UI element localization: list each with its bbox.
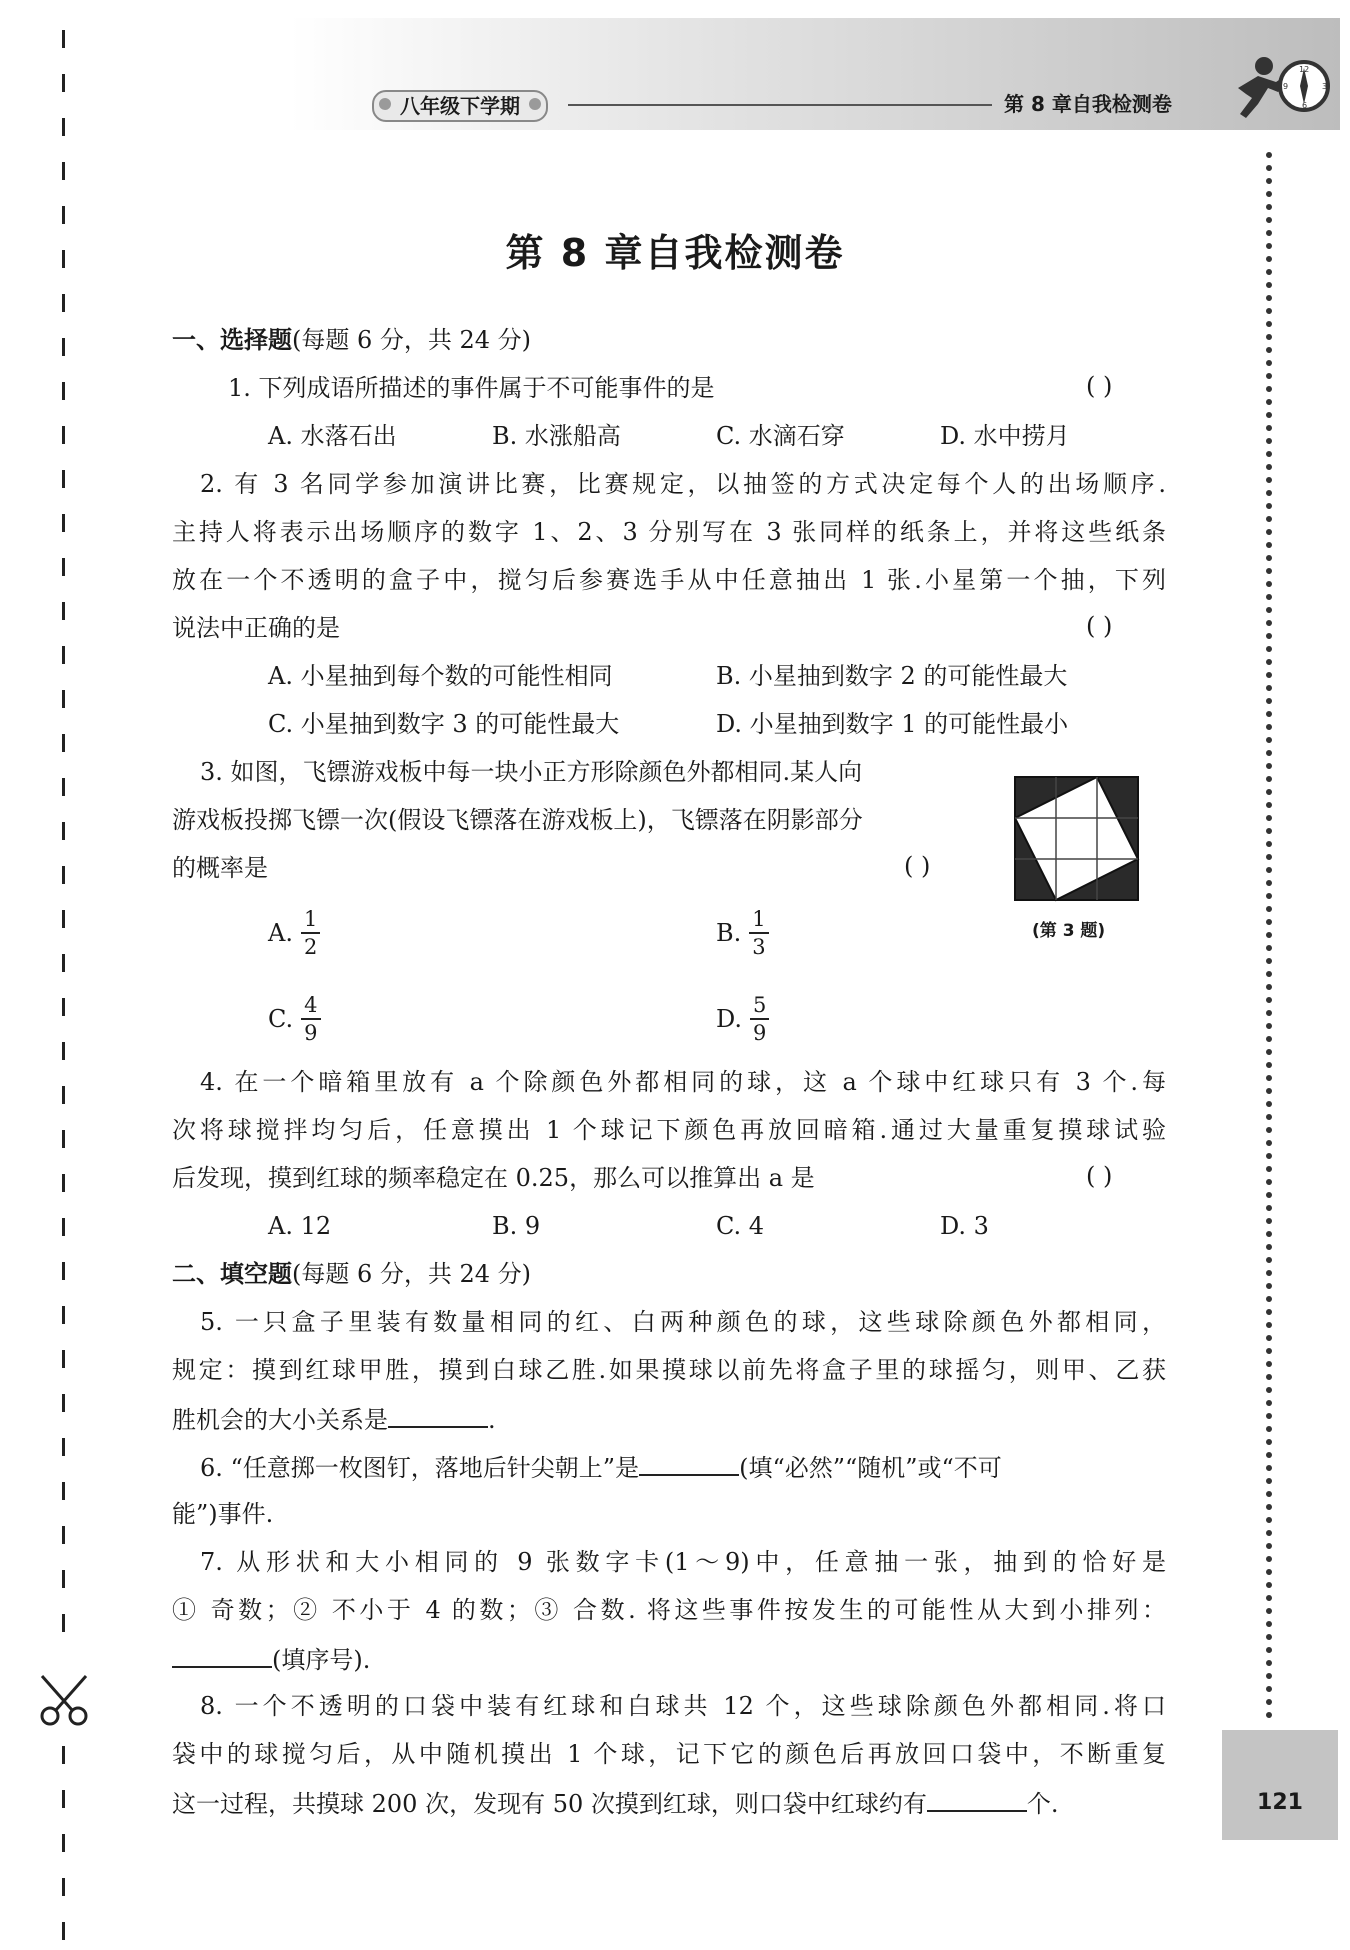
option-d [716,992,769,1046]
numerator: 1 [301,906,320,934]
fold-dot [1266,737,1272,743]
text-fragment: (填序号). [272,1646,371,1674]
fold-dot [1266,1374,1272,1380]
cut-dash [62,1086,65,1104]
scissors-icon [36,1672,92,1728]
question-text [172,1402,496,1436]
page-title: 第 8 章自我检测卷 [505,231,845,275]
fold-dot [1266,1244,1272,1250]
fold-dot [1266,1010,1272,1016]
question-text: 主持人将表示出场顺序的数字 1、2、3 分别写在 3 张同样的纸条上，并将这些纸条 [172,518,1166,546]
fraction [750,992,769,1046]
fold-dot [1266,412,1272,418]
fold-dot [1266,1660,1272,1666]
cut-dash [62,778,65,796]
cut-dash [62,646,65,664]
question-stem: 5. 一只盒子里装有数量相同的红、白两种颜色的球，这些球除颜色外都相同， [200,1308,1166,1336]
fold-dot [1266,464,1272,470]
fold-dot [1266,425,1272,431]
fold-dot [1266,1049,1272,1055]
question-text: 规定：摸到红球甲胜，摸到白球乙胜.如果摸球以前先将盒子里的球摇匀，则甲、乙获 [172,1356,1166,1384]
cut-dash [62,1174,65,1192]
fold-dot [1266,854,1272,860]
cut-dash [62,998,65,1016]
numerator: 5 [750,992,769,1020]
fold-dot [1266,984,1272,990]
fold-dot [1266,1387,1272,1393]
option-a: A. 水落石出 [268,422,397,450]
cut-dash [62,294,65,312]
fold-dot [1266,165,1272,171]
fold-dot [1266,1621,1272,1627]
answer-blank[interactable] [927,1786,1027,1812]
fold-dot [1266,620,1272,626]
fold-dot [1266,919,1272,925]
fold-dot [1266,477,1272,483]
cut-dash [62,426,65,444]
question-stem: 1. 下列成语所描述的事件属于不可能事件的是 [228,374,715,402]
question-stem [200,1450,1002,1484]
fold-dot [1266,1647,1272,1653]
option-c: C. 小星抽到数字 3 的可能性最大 [268,710,620,738]
fold-dot [1266,750,1272,756]
fold-dot [1266,438,1272,444]
fold-dot [1266,1504,1272,1510]
question-text [172,1642,370,1676]
score-note: (每题 6 分，共 24 分) [292,326,532,354]
fold-dot [1266,1296,1272,1302]
fold-dot [1266,594,1272,600]
fold-dot [1266,1361,1272,1367]
cut-dash [62,690,65,708]
text-fragment: . [488,1406,496,1434]
fold-dot [1266,1283,1272,1289]
fold-dot [1266,308,1272,314]
fold-dot [1266,1257,1272,1263]
fold-dot [1266,646,1272,652]
cut-dash [62,734,65,752]
fold-dot [1266,1530,1272,1536]
question-text [172,1786,1059,1820]
option-letter: B. [716,919,742,947]
header-rule [568,104,992,106]
fold-dot [1266,373,1272,379]
fold-dot [1266,958,1272,964]
denominator: 2 [303,935,318,959]
fold-dot [1266,1595,1272,1601]
fold-dot [1266,503,1272,509]
fold-dot [1266,360,1272,366]
svg-text:3: 3 [1322,82,1328,91]
fold-dot [1266,841,1272,847]
option-c [268,992,321,1046]
fold-dot [1266,386,1272,392]
grade-text: 八年级下学期 [400,94,520,118]
runner-clock-logo-icon [1228,48,1332,124]
fold-dot [1266,789,1272,795]
question-stem: 7. 从形状和大小相同的 9 张数字卡(1～9)中，任意抽一张，抽到的恰好是 [200,1548,1166,1576]
question-text: 袋中的球搅匀后，从中随机摸出 1 个球，记下它的颜色后再放回口袋中，不断重复 [172,1740,1166,1768]
fold-dot [1266,347,1272,353]
cut-dash [62,1438,65,1456]
cut-dash [62,558,65,576]
fold-dot [1266,867,1272,873]
fold-dot [1266,945,1272,951]
fold-dot [1266,1127,1272,1133]
fold-dot [1266,1413,1272,1419]
fold-dot [1266,1231,1272,1237]
fold-dot [1266,1309,1272,1315]
option-c: C. 水滴石穿 [716,422,845,450]
text-fragment: 个. [1026,1790,1059,1818]
cut-dash [62,74,65,92]
fold-dot [1266,1452,1272,1458]
option-d: D. 小星抽到数字 1 的可能性最小 [716,710,1069,738]
section-heading [172,1258,531,1290]
question-text: 次将球搅拌均匀后，任意摸出 1 个球记下颜色再放回暗箱.通过大量重复摸球试验 [172,1116,1166,1144]
fold-dot [1266,204,1272,210]
cut-dash [62,954,65,972]
question-text: 能”)事件. [172,1500,274,1528]
fold-dot [1266,1140,1272,1146]
fold-dot [1266,1465,1272,1471]
fold-dot [1266,776,1272,782]
fold-dot [1266,1179,1272,1185]
fold-dot [1266,1699,1272,1705]
fold-dot [1266,1426,1272,1432]
text-fragment: 这一过程，共摸球 200 次，发现有 50 次摸到红球，则口袋中红球约有 [172,1790,927,1818]
grade-label [372,90,548,122]
text-fragment: 6. “任意掷一枚图钉，落地后针尖朝上”是 [200,1454,640,1482]
fold-dot [1266,1686,1272,1692]
fold-dot [1266,1062,1272,1068]
fold-dot [1266,529,1272,535]
question-text: 游戏板投掷飞镖一次(假设飞镖落在游戏板上)，飞镖落在阴影部分 [172,806,863,834]
fold-dot [1266,399,1272,405]
fold-dot [1266,1439,1272,1445]
cut-dash [62,910,65,928]
cut-dash [62,1614,65,1632]
denominator: 9 [304,1021,318,1045]
answer-paren: ( ) [904,852,931,880]
cut-dash [62,514,65,532]
option-b [716,906,769,960]
option-b: B. 水涨船高 [492,422,621,450]
fold-dot [1266,516,1272,522]
section-heading [172,324,531,356]
denominator: 9 [753,1021,767,1045]
text-fragment: 胜机会的大小关系是 [172,1406,388,1434]
svg-text:6: 6 [1302,101,1308,110]
fold-dot [1266,1582,1272,1588]
fold-dot [1266,1192,1272,1198]
cut-dash [62,1350,65,1368]
fold-dot [1266,321,1272,327]
question-stem: 3. 如图，飞镖游戏板中每一块小正方形除颜色外都相同.某人向 [200,758,863,786]
fraction [301,992,320,1046]
fold-dot [1266,1335,1272,1341]
fold-dot [1266,1036,1272,1042]
cut-dash [62,162,65,180]
fold-dot [1266,555,1272,561]
fold-dot [1266,334,1272,340]
question-text: 后发现，摸到红球的频率稳定在 0.25，那么可以推算出 a 是 [172,1164,815,1192]
fold-dot [1266,568,1272,574]
option-a [268,906,320,960]
cut-dash [62,1878,65,1896]
score-note: (每题 6 分，共 24 分) [292,1260,532,1288]
option-d: D. 水中捞月 [940,422,1070,450]
cut-dash [62,1526,65,1544]
fold-dot [1266,672,1272,678]
fold-dot [1266,1634,1272,1640]
option-c: C. 4 [716,1212,765,1240]
fold-dot [1266,685,1272,691]
answer-blank[interactable] [172,1642,272,1668]
text-fragment: (填“必然”“随机”或“不可 [739,1454,1002,1482]
cut-dash [62,1570,65,1588]
cut-dash [62,118,65,136]
fraction [301,906,320,960]
cut-dash [62,602,65,620]
numerator: 4 [301,992,320,1020]
cut-dash [62,470,65,488]
question-text: 放在一个不透明的盒子中，搅匀后参赛选手从中任意抽出 1 张.小星第一个抽，下列 [172,566,1166,594]
denominator: 3 [752,935,766,959]
question-stem: 2. 有 3 名同学参加演讲比赛，比赛规定，以抽签的方式决定每个人的出场顺序. [200,470,1166,498]
fold-dot [1266,932,1272,938]
question-text: 说法中正确的是 [172,614,340,642]
fold-dot [1266,178,1272,184]
fold-dot [1266,906,1272,912]
fold-dot [1266,152,1272,158]
section-title: 二、填空题 [172,1260,292,1288]
svg-text:9: 9 [1283,82,1289,91]
fold-dot [1266,1205,1272,1211]
cut-dash [62,1834,65,1852]
fraction [749,906,768,960]
page-number: 121 [1257,1790,1303,1815]
fold-dot [1266,1218,1272,1224]
fold-dot [1266,698,1272,704]
cut-dash [62,30,65,48]
dartboard-figure [1014,776,1140,902]
cut-dash [62,1922,65,1940]
fold-dot [1266,191,1272,197]
fold-dot [1266,1023,1272,1029]
fold-dot [1266,724,1272,730]
option-letter: D. [716,1005,743,1033]
fold-dot [1266,763,1272,769]
fold-dot [1266,542,1272,548]
fold-dot [1266,997,1272,1003]
cut-dash [62,822,65,840]
fold-dot [1266,295,1272,301]
cut-dash [62,1482,65,1500]
question-text: 的概率是 [172,854,268,882]
fold-dot [1266,1491,1272,1497]
fold-dot [1266,1348,1272,1354]
question-stem: 4. 在一个暗箱里放有 a 个除颜色外都相同的球，这 a 个球中红球只有 3 个.每 [200,1068,1166,1096]
fold-dot [1266,1556,1272,1562]
chapter-label: 第 8 章自我检测卷 [1004,92,1172,116]
fold-dot [1266,1673,1272,1679]
fold-dot [1266,1712,1272,1718]
answer-paren: ( ) [1086,372,1113,400]
cut-dash [62,1130,65,1148]
fold-dot [1266,282,1272,288]
answer-blank[interactable] [388,1402,488,1428]
cut-dash [62,1218,65,1236]
cut-dash [62,1306,65,1324]
fold-dot [1266,711,1272,717]
fold-dot [1266,815,1272,821]
fold-dot [1266,451,1272,457]
fold-dot [1266,1569,1272,1575]
numerator: 1 [749,906,768,934]
option-a: A. 小星抽到每个数的可能性相同 [268,662,613,690]
fold-dot [1266,490,1272,496]
option-a: A. 12 [268,1212,332,1240]
cut-dash [62,1394,65,1412]
fold-dot [1266,1608,1272,1614]
cut-dash [62,1042,65,1060]
answer-paren: ( ) [1086,612,1113,640]
fold-dot [1266,1322,1272,1328]
fold-dot [1266,1478,1272,1484]
answer-blank[interactable] [639,1450,739,1476]
fold-dot [1266,1088,1272,1094]
fold-dot [1266,828,1272,834]
option-d: D. 3 [940,1212,989,1240]
option-b: B. 小星抽到数字 2 的可能性最大 [716,662,1068,690]
fold-dot [1266,1075,1272,1081]
option-b: B. 9 [492,1212,541,1240]
fold-dot [1266,659,1272,665]
cut-dash [62,866,65,884]
cut-dash [62,382,65,400]
answer-paren: ( ) [1086,1162,1113,1190]
cut-dash [62,1790,65,1808]
fold-dot [1266,880,1272,886]
fold-dot [1266,1101,1272,1107]
cut-dash [62,1262,65,1280]
question-text: ① 奇数；② 不小于 4 的数；③ 合数. 将这些事件按发生的可能性从大到小排列： [172,1596,1166,1624]
cut-dash [62,1746,65,1764]
fold-dot [1266,1166,1272,1172]
cut-dash [62,338,65,356]
fold-dot [1266,607,1272,613]
fold-dot [1266,581,1272,587]
figure-caption: (第 3 题) [1032,921,1106,941]
question-stem: 8. 一个不透明的口袋中装有红球和白球共 12 个，这些球除颜色外都相同.将口 [200,1692,1166,1720]
option-letter: A. [268,919,293,947]
fold-dot [1266,971,1272,977]
fold-dot [1266,893,1272,899]
page-number-box [1222,1730,1338,1840]
fold-dot [1266,1543,1272,1549]
svg-text:12: 12 [1299,65,1310,74]
option-letter: C. [268,1005,294,1033]
fold-dot [1266,1270,1272,1276]
fold-dot [1266,633,1272,639]
fold-dot [1266,802,1272,808]
section-title: 一、选择题 [172,326,292,354]
fold-dot [1266,1114,1272,1120]
fold-dot [1266,1400,1272,1406]
fold-dot [1266,1517,1272,1523]
fold-dot [1266,1153,1272,1159]
